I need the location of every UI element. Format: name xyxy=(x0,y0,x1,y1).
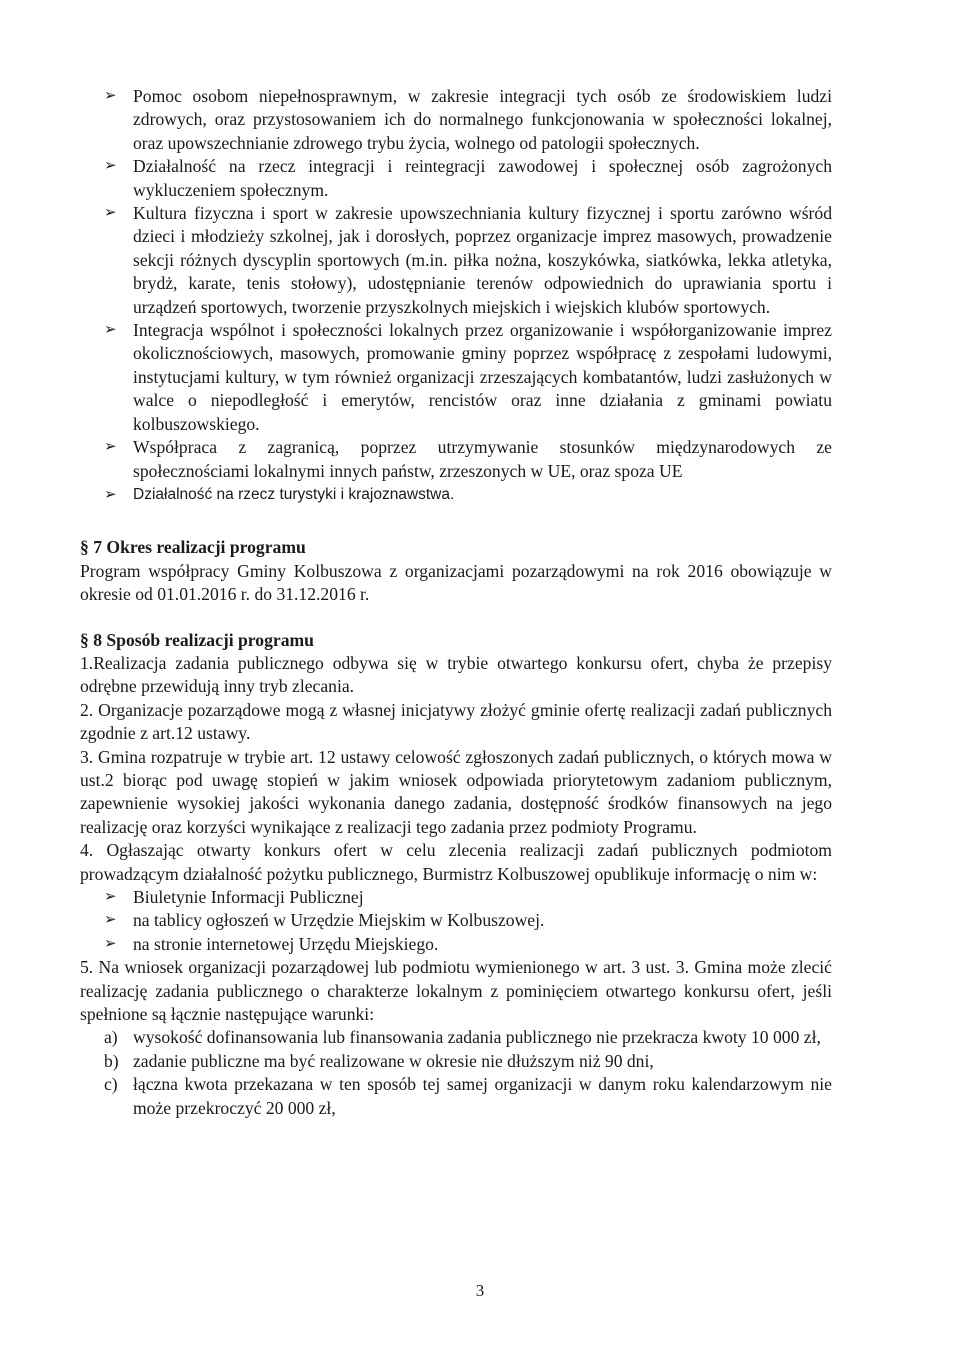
publication-channel-list xyxy=(80,886,832,956)
list-item: ➢ Kultura fizyczna i sport w zakresie upowszechniania kultury fizycznej i sportu zarówno wśród dzieci i młodzieży szkolnej, jak i dorosłych, poprzez organizacje imprez masowych, prowadzenie sekcji różnych dyscyplin sportowych (m.in. piłka nożna, koszykówka, siatkówka, lekka atletyka, brydż, karate, tenis stołowy), udostępnianie terenów odpowiednich do uprawiania sportu i urządzeń sportowych, tworzenie przyszkolnych miejskich i wiejskich klubów sportowych. xyxy=(104,203,832,317)
section-8-paragraph-5: 5. Na wniosek organizacji pozarządowej lub podmiotu wymienionego w art. 3 ust. 3. Gmina może zlecić realizację zadania publicznego o charakterze lokalnym z pominięciem otwartego konkursu ofert, jeśli spełnione są łącznie następujące warunki: xyxy=(80,957,832,1025)
arrow-bullet-icon: ➢ xyxy=(104,889,117,905)
list-item: ➢ na tablicy ogłoszeń w Urzędzie Miejskim w Kolbuszowej. xyxy=(80,909,832,932)
section-7 xyxy=(80,536,832,606)
page-number: 3 xyxy=(475,1281,485,1300)
arrow-bullet-icon: ➢ xyxy=(104,912,117,929)
list-item: ➢ Biuletynie Informacji Publicznej xyxy=(80,886,832,909)
conditions-list xyxy=(80,1026,832,1120)
section-8-title: § 8 Sposób realizacji programu xyxy=(80,629,314,650)
list-item: ➢ Działalność na rzecz turystyki i krajoznawstwa. xyxy=(80,483,832,506)
list-item: c) łączna kwota przekazana w ten sposób tej samej organizacji w danym roku kalendarzowym nie może przekroczyć 20 000 zł, xyxy=(104,1074,832,1118)
section-8-paragraph-3: 3. Gmina rozpatruje w trybie art. 12 ustawy celowość zgłoszonych zadań publicznych, o których mowa w ust.2 biorąc pod uwagę stopień w jakim wniosek odpowiada priorytetowym zadaniom publicznym, zapewnienie wysokiej jakości wykonania danego zadania, dostępność środków finansowych na jego realizację oraz korzyści wynikające z realizacji tego zadania przez podmioty Programu. xyxy=(80,746,832,837)
arrow-bullet-icon: ➢ xyxy=(104,322,117,339)
section-8-paragraph-1: 1.Realizacja zadania publicznego odbywa się w trybie otwartego konkursu ofert, chyba że przepisy odrębne przewidują inny tryb zlecania. xyxy=(80,652,832,697)
intro-bullet-list xyxy=(80,85,832,506)
list-item: ➢ Współpraca z zagranicą, poprzez utrzymywanie stosunków międzynarodowych ze społecznościami lokalnymi innych państw, zrzeszonych w UE, oraz spoza UE xyxy=(104,437,832,481)
section-8 xyxy=(80,629,832,1121)
list-item: ➢ Działalność na rzecz integracji i reintegracji zawodowej i społecznej osób zagrożonych wykluczeniem społecznym. xyxy=(104,156,832,200)
list-item: a) wysokość dofinansowania lub finansowania zadania publicznego nie przekracza kwoty 10 000 zł, xyxy=(104,1027,821,1048)
section-8-paragraph-4: 4. Ogłaszając otwarty konkurs ofert w celu zlecenia realizacji zadań publicznych podmiotom prowadzącym działalność pożytku publicznego, Burmistrz Kolbuszowej opublikuje informację o nim w: xyxy=(80,840,832,884)
arrow-bullet-icon: ➢ xyxy=(104,205,117,222)
arrow-bullet-icon: ➢ xyxy=(104,935,117,952)
list-item: ➢ Pomoc osobom niepełnosprawnym, w zakresie integracji tych osób ze środowiskiem ludzi zdrowych, oraz przystosowaniem ich do normalnego funkcjonowania w społeczności lokalnej, oraz upowszechnianie zdrowego trybu życia, wolnego od patologii społecznych. xyxy=(104,86,832,153)
list-item: ➢ na stronie internetowej Urzędu Miejskiego. xyxy=(80,933,832,956)
section-8-paragraph-2: 2. Organizacje pozarządowe mogą z własnej inicjatywy złożyć gminie ofertę realizacji zadań publicznych zgodnie z art.12 ustawy. xyxy=(80,699,832,744)
list-item: b) zadanie publiczne ma być realizowane w okresie nie dłuższym niż 90 dni, xyxy=(104,1050,654,1071)
arrow-bullet-icon: ➢ xyxy=(104,439,117,456)
arrow-bullet-icon: ➢ xyxy=(104,485,117,503)
section-7-text: Program współpracy Gminy Kolbuszowa z organizacjami pozarządowymi na rok 2016 obowiązuje w okresie od 01.01.2016 r. do 31.12.2016 r. xyxy=(80,560,832,605)
list-item: ➢ Integracja wspólnot i społeczności lokalnych przez organizowanie i współorganizowanie imprez okolicznościowych, masowych, promowanie gminy poprzez współpracę z zespołami ludowymi, instytucjami kultury, w tym również organizacji zrzeszających kombatantów, ludzi zasłużonych w walce o niepodległość i emerytów, rencistów oraz inne działania z gminami powiatu kolbuszowskiego. xyxy=(104,320,832,434)
arrow-bullet-icon: ➢ xyxy=(104,88,117,104)
arrow-bullet-icon: ➢ xyxy=(104,158,117,175)
section-7-title: § 7 Okres realizacji programu xyxy=(80,537,306,558)
